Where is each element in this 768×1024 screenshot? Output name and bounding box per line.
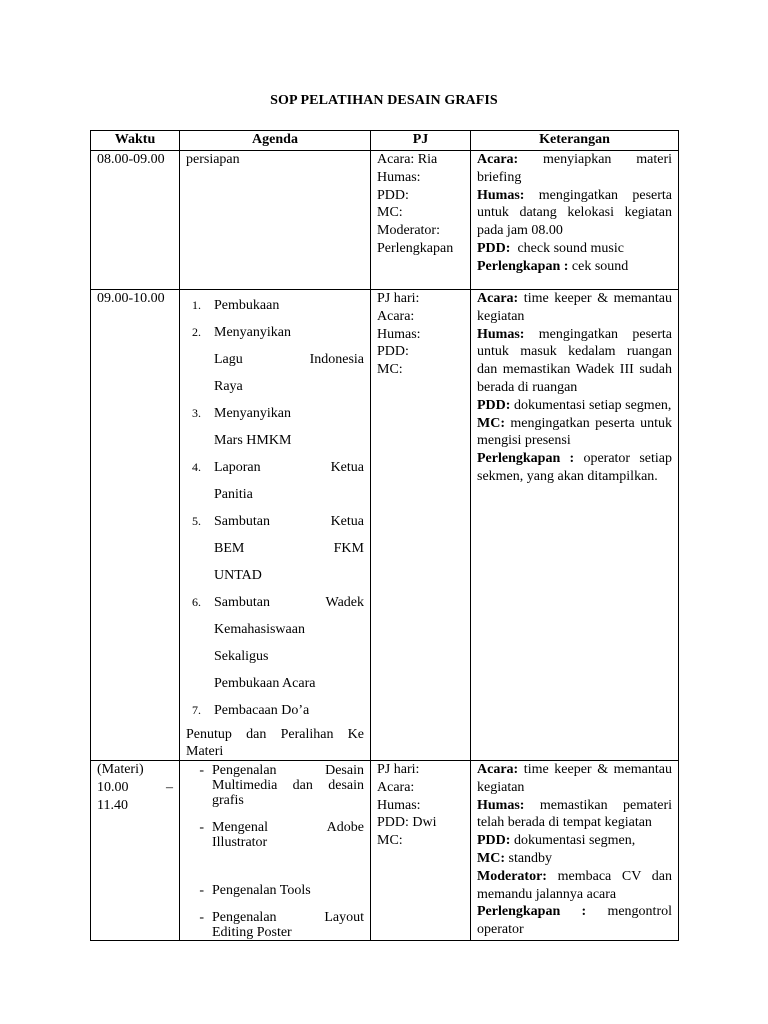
pj-line: Acara: <box>377 779 415 795</box>
pj-line: Moderator: <box>377 223 440 239</box>
pj-line: PDD: Dwi <box>377 815 437 831</box>
pj-line: PDD: <box>377 187 409 203</box>
pj-line: MC: <box>377 833 403 849</box>
keterangan-text: membaca CV dan memandu jalannya acara <box>477 868 672 902</box>
cell-keterangan <box>471 761 679 941</box>
agenda-text: Mars HMKM <box>214 433 292 448</box>
agenda-number: 6. <box>192 595 201 609</box>
agenda-closing <box>186 726 364 760</box>
materi-text: Editing Poster <box>212 925 292 940</box>
keterangan-label: Moderator: <box>477 868 547 884</box>
agenda-text: Laporan Ketua <box>214 460 364 475</box>
agenda-number: 7. <box>192 703 201 717</box>
agenda-number: 3. <box>192 406 201 420</box>
keterangan-text: standby <box>505 850 553 866</box>
agenda-text: BEM FKM <box>214 541 364 556</box>
pj-line: PJ hari: <box>377 762 420 777</box>
header-keterangan: Keterangan <box>471 131 679 151</box>
keterangan-entry <box>477 290 672 326</box>
agenda-item <box>186 589 364 697</box>
keterangan-label: MC: <box>477 415 505 431</box>
pj-line: Humas: <box>377 326 421 342</box>
agenda-text: Pembacaan Do’a <box>214 703 310 718</box>
materi-text: Mengenal Adobe <box>212 820 364 835</box>
table-row <box>91 151 679 290</box>
pj-line: PJ hari: <box>377 291 420 306</box>
materi-item <box>186 883 364 898</box>
keterangan-text: cek sound <box>568 258 629 274</box>
keterangan-entry <box>477 832 672 850</box>
header-pj: PJ <box>371 131 471 151</box>
materi-text: Pengenalan Layout <box>212 910 364 925</box>
pj-line: Acara: <box>377 308 415 324</box>
pj-line: Humas: <box>377 169 421 185</box>
materi-item <box>186 910 364 940</box>
keterangan-label: Acara: <box>477 291 519 306</box>
keterangan-text: time keeper & memantau kegiatan <box>477 762 672 795</box>
keterangan-entry <box>477 240 672 258</box>
agenda-number: 5. <box>192 514 201 528</box>
keterangan-label: Acara: <box>477 152 519 167</box>
cell-keterangan <box>471 151 679 290</box>
keterangan-label: Humas: <box>477 797 525 813</box>
cell-waktu: 09.00-10.00 <box>91 290 180 761</box>
table-row <box>91 761 679 941</box>
cell-waktu: 08.00-09.00 <box>91 151 180 290</box>
header-waktu: Waktu <box>91 131 180 151</box>
sop-table <box>90 130 679 941</box>
keterangan-entry <box>477 868 672 904</box>
keterangan-label: Acara: <box>477 762 519 777</box>
cell-waktu <box>91 761 180 941</box>
pj-line: Acara: Ria <box>377 152 438 167</box>
pj-line: PDD: <box>377 344 409 360</box>
materi-list <box>186 763 364 940</box>
agenda-closing-text: Penutup dan Peralihan Ke <box>186 727 364 742</box>
agenda-text: Pembukaan <box>214 298 280 313</box>
agenda-text: Lagu Indonesia <box>214 352 364 367</box>
keterangan-entry <box>477 761 672 797</box>
header-agenda: Agenda <box>180 131 371 151</box>
agenda-text: UNTAD <box>214 568 262 583</box>
materi-text: Illustrator <box>212 835 268 850</box>
agenda-text: Kemahasiswaan <box>214 622 305 637</box>
keterangan-entry <box>477 415 672 451</box>
pj-line: Perlengkapan <box>377 240 454 256</box>
agenda-number: 4. <box>192 460 201 474</box>
keterangan-label: PDD: <box>477 397 511 413</box>
dash-bullet: - <box>199 820 204 835</box>
agenda-item <box>186 508 364 589</box>
keterangan-label: Perlengkapan : <box>477 451 575 467</box>
keterangan-text: dokumentasi setiap segmen, <box>510 397 672 413</box>
cell-pj <box>371 151 471 290</box>
keterangan-text: memastikan pemateri telah berada di tempat kegiatan <box>477 797 672 831</box>
waktu-line: 11.40 <box>97 797 128 813</box>
pj-line: MC: <box>377 362 403 378</box>
agenda-item <box>186 697 364 724</box>
dash-bullet: - <box>199 910 204 925</box>
keterangan-label: Perlengkapan : <box>477 904 587 920</box>
agenda-text: Pembukaan Acara <box>214 676 316 691</box>
keterangan-label: Humas: <box>477 326 525 342</box>
agenda-closing-text: Materi <box>186 744 224 759</box>
cell-agenda <box>180 761 371 941</box>
table-row <box>91 290 679 761</box>
keterangan-entry <box>477 187 672 240</box>
materi-text: Multimedia dan desain <box>212 778 364 793</box>
document-title: SOP PELATIHAN DESAIN GRAFIS <box>270 93 498 108</box>
keterangan-label: MC: <box>477 850 505 866</box>
agenda-item <box>186 292 364 319</box>
keterangan-text: mengontrol operator <box>477 904 672 938</box>
keterangan-label: Perlengkapan : <box>477 258 569 274</box>
keterangan-entry <box>477 326 672 397</box>
pj-line: MC: <box>377 205 403 221</box>
cell-pj <box>371 290 471 761</box>
keterangan-text: dokumentasi segmen, <box>510 833 636 849</box>
cell-keterangan <box>471 290 679 761</box>
agenda-text: Raya <box>214 379 243 394</box>
materi-text: Pengenalan Desain <box>212 763 364 778</box>
keterangan-text: mengingatkan peserta untuk datang kelokasi kegiatan pada jam 08.00 <box>477 187 672 239</box>
keterangan-label: Humas: <box>477 187 525 203</box>
table-header-row <box>91 131 679 151</box>
keterangan-text: menyiapkan materi briefing <box>477 152 672 185</box>
materi-text: grafis <box>212 793 244 808</box>
keterangan-text: check sound music <box>510 240 624 256</box>
materi-item <box>186 763 364 808</box>
agenda-text: Sekaligus <box>214 649 269 664</box>
agenda-text: Panitia <box>214 487 253 502</box>
keterangan-entry <box>477 850 672 868</box>
waktu-line: (Materi) <box>97 762 144 777</box>
keterangan-label: PDD: <box>477 833 511 849</box>
keterangan-label: PDD: <box>477 240 511 256</box>
materi-text: Pengenalan Tools <box>212 883 311 898</box>
dash-bullet: - <box>199 883 204 898</box>
agenda-text: Sambutan Wadek <box>214 595 364 610</box>
keterangan-entry <box>477 797 672 833</box>
keterangan-entry <box>477 151 672 187</box>
keterangan-entry <box>477 258 672 276</box>
agenda-item <box>186 400 364 454</box>
pj-line: Humas: <box>377 797 421 813</box>
keterangan-entry <box>477 397 672 415</box>
agenda-number: 2. <box>192 325 201 339</box>
keterangan-text: mengingatkan peserta untuk mengisi presensi <box>477 415 672 449</box>
cell-pj <box>371 761 471 941</box>
agenda-text: Menyanyikan <box>214 325 291 340</box>
keterangan-text: time keeper & memantau kegiatan <box>477 291 672 324</box>
keterangan-text: operator setiap sekmen, yang akan ditampilkan. <box>477 451 673 484</box>
waktu-line: 10.00 – <box>97 779 173 795</box>
agenda-list <box>186 292 364 724</box>
agenda-text: Sambutan Ketua <box>214 514 364 529</box>
agenda-item <box>186 454 364 508</box>
dash-bullet: - <box>199 763 204 778</box>
agenda-number: 1. <box>192 298 201 312</box>
keterangan-text: mengingatkan peserta untuk masuk kedalam ruangan dan memastikan Wadek III sudah berada di ruangan <box>477 326 672 395</box>
cell-agenda: persiapan <box>180 151 371 290</box>
keterangan-entry <box>477 450 672 486</box>
agenda-item <box>186 319 364 400</box>
cell-agenda <box>180 290 371 761</box>
materi-item <box>186 820 364 850</box>
agenda-text: Menyanyikan <box>214 406 291 421</box>
keterangan-entry <box>477 903 672 939</box>
